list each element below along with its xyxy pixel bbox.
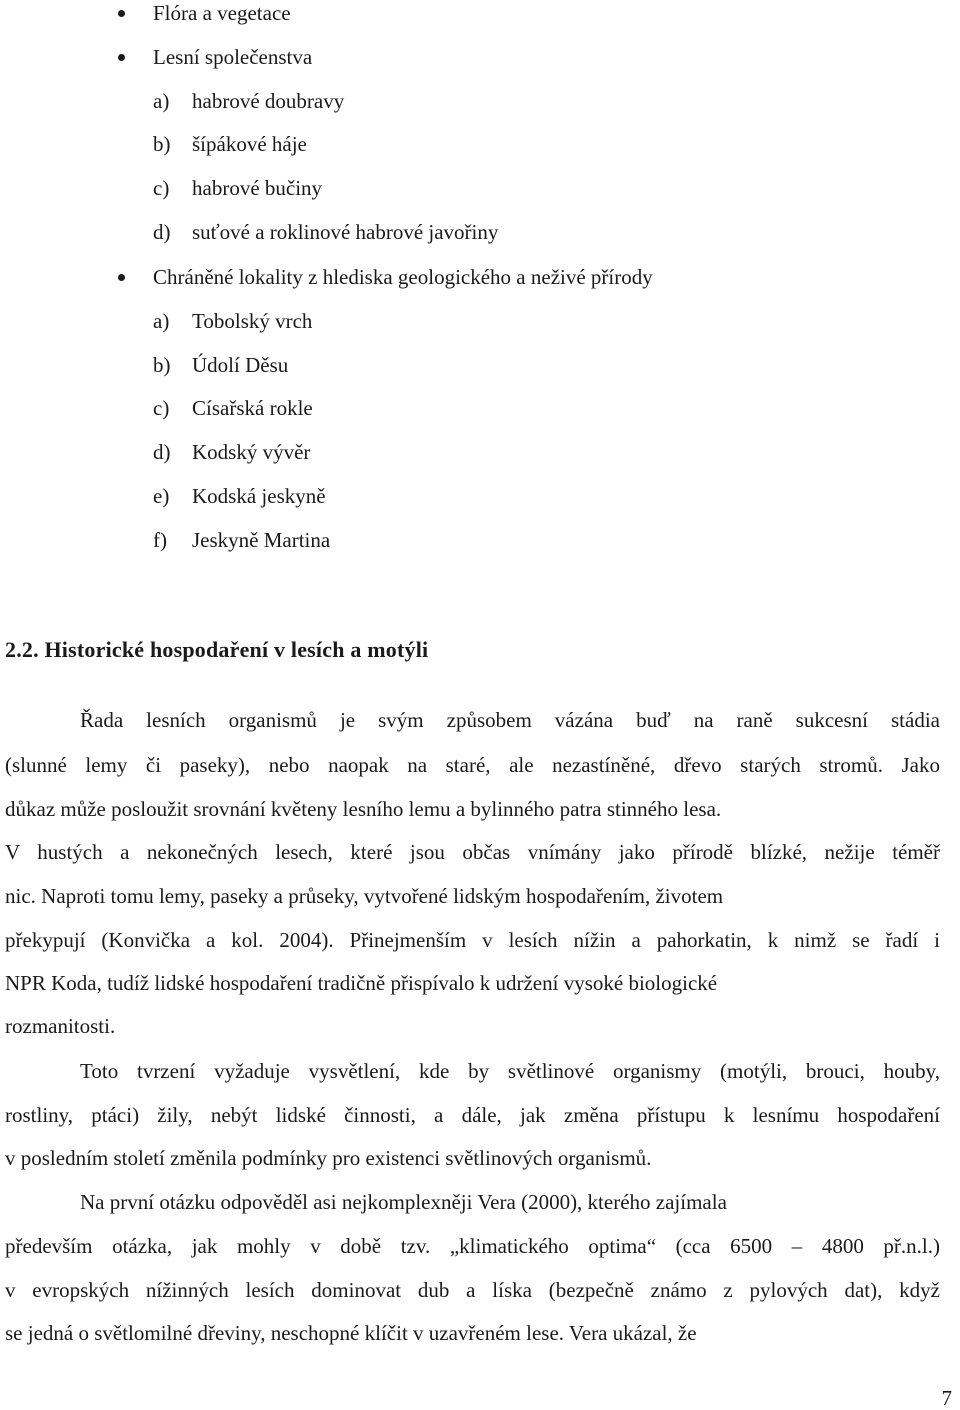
sublist-item: Císařská rokle (192, 396, 313, 420)
sublist-letter: b) (153, 132, 171, 156)
paragraph-line: Řada lesních organismů je svým způsobem vázána buď na raně sukcesní stádia (80, 708, 940, 732)
sublist-letter: c) (153, 176, 170, 200)
sublist-item: habrové doubravy (192, 89, 345, 113)
sublist-item: Kodská jeskyně (192, 484, 326, 508)
bullet-icon (118, 274, 125, 281)
sublist-item: šípákové háje (192, 132, 307, 156)
bullet-icon (118, 10, 125, 17)
paragraph-line: rozmanitosti. (5, 1014, 116, 1038)
paragraph-line: Toto tvrzení vyžaduje vysvětlení, kde by světlinové organismy (motýli, brouci, houby, (80, 1059, 940, 1083)
list-item-forest-communities: Lesní společenstva (153, 45, 313, 69)
paragraph-line: rostliny, ptáci) žily, nebýt lidské činnosti, a dále, jak změna přístupu k lesnímu hospodaření (5, 1103, 940, 1127)
paragraph-line: důkaz může posloužit srovnání květeny lesního lemu a bylinného patra stinného lesa. (5, 797, 722, 821)
paragraph-line: především otázka, jak mohly v době tzv. „klimatického optima“ (cca 6500 – 4800 př.n.l.) (5, 1234, 940, 1258)
bullet-icon (118, 54, 125, 61)
paragraph-line: nic. Naproti tomu lemy, paseky a průseky, vytvořené lidským hospodařením, životem (5, 884, 724, 908)
sublist-item: Kodský vývěr (192, 440, 311, 464)
sublist-letter: d) (153, 440, 171, 464)
sublist-item: suťové a roklinové habrové javořiny (192, 220, 499, 244)
paragraph-line: Na první otázku odpověděl asi nejkomplexněji Vera (2000), kterého zajímala (80, 1190, 727, 1214)
paragraph-line: v evropských nížinných lesích dominovat dub a líska (bezpečně známo z pylových dat), když (5, 1278, 940, 1302)
page-number: 7 (941, 1386, 952, 1410)
paragraph-line: v posledním století změnila podmínky pro existenci světlinových organismů. (5, 1146, 652, 1170)
list-item-flora: Flóra a vegetace (153, 1, 291, 25)
sublist-letter: d) (153, 220, 171, 244)
list-item-protected-sites: Chráněné lokality z hlediska geologického a neživé přírody (153, 265, 653, 289)
sublist-item: Tobolský vrch (192, 309, 313, 333)
paragraph-line: se jedná o světlomilné dřeviny, neschopné klíčit v uzavřeném lese. Vera ukázal, že (5, 1321, 697, 1345)
sublist-letter: b) (153, 353, 171, 377)
section-heading: 2.2. Historické hospodaření v lesích a motýli (5, 637, 429, 662)
sublist-letter: a) (153, 89, 170, 113)
paragraph-line: překypují (Konvička a kol. 2004). Přinejmenším v lesích nížin a pahorkatin, k nimž se řadí i (5, 928, 940, 952)
sublist-item: habrové bučiny (192, 176, 323, 200)
sublist-item: Jeskyně Martina (192, 528, 331, 552)
sublist-letter: c) (153, 396, 170, 420)
sublist-letter: f) (153, 528, 167, 552)
sublist-letter: e) (153, 484, 170, 508)
sublist-letter: a) (153, 309, 170, 333)
paragraph-line: (slunné lemy či paseky), nebo naopak na staré, ale nezastíněné, dřevo starých stromů. Jako (5, 753, 940, 777)
paragraph-line: V hustých a nekonečných lesech, které jsou občas vnímány jako přírodě blízké, nežije téměř (5, 840, 940, 864)
paragraph-line: NPR Koda, tudíž lidské hospodaření tradičně přispívalo k udržení vysoké biologické (5, 971, 718, 995)
sublist-item: Údolí Děsu (192, 353, 289, 377)
